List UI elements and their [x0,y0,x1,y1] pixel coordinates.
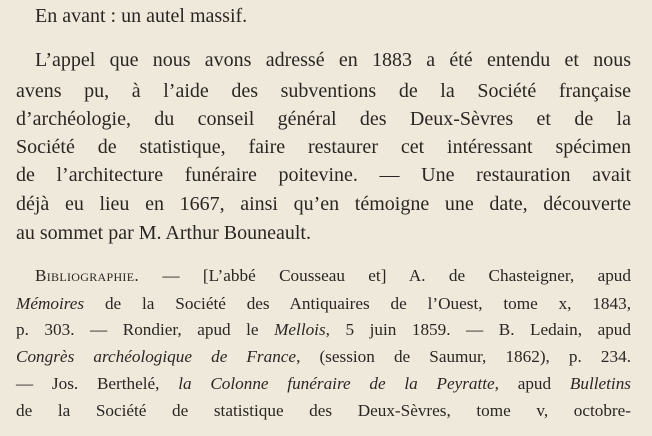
paragraph-line: Société de statistique, faire restaurer cet intéressant spécimen [16,136,631,158]
paragraph-line: d’archéologie, du conseil général des Deux-Sèvres et de la [16,108,631,130]
bibliography-heading: Bibliographie. [35,266,139,285]
journal-title: Mémoires [16,294,85,313]
bibliography-line: Congrès archéologique de France, (session de Saumur, 1862), p. 234. [16,347,632,366]
journal-title: Mellois [274,320,326,339]
bibliography-line: — Jos. Berthelé, la Colonne funéraire de la Peyratte, apud Bulletins [16,374,631,393]
bibliography-line: Mémoires de la Société des Antiquaires de l’Ouest, tome x, 1843, [16,294,631,313]
work-title: la Colonne funéraire de la Peyratte [178,374,495,393]
journal-title: Bulletins [569,374,631,393]
paragraph-line: En avant : un autel massif. [35,5,248,27]
journal-title: Congrès archéologique de France [16,347,297,366]
bibliography-line: de la Société de statistique des Deux-Sèvres, tome v, octobre- [16,401,631,420]
paragraph-line: L’appel que nous avons adressé en 1883 a été entendu et nous [35,49,631,71]
paragraph-line: de l’architecture funéraire poitevine. — Une restauration avait [16,164,631,186]
bibliography-line: p. 303. — Rondier, apud le Mellois, 5 juin 1859. — B. Ledain, apud [16,320,631,339]
bibliography-line: Bibliographie. — [L’abbé Cousseau et] A. de Chasteigner, apud [35,266,631,285]
paragraph-line: avens pu, à l’aide des subventions de la Société française [16,80,631,102]
paragraph-line: déjà eu lieu en 1667, ainsi qu’en témoigne une date, découverte [16,193,631,215]
paragraph-line: au sommet par M. Arthur Bouneault. [16,222,311,244]
